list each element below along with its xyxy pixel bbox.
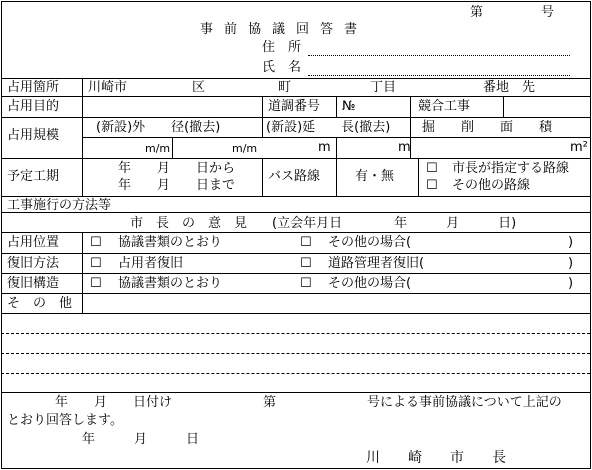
bus-yes-no[interactable]: 有・無 <box>355 169 395 184</box>
restoration-opt2: 道路管理者復旧( <box>328 256 425 271</box>
restoration-close: ) <box>568 256 574 271</box>
road-number-label: 道調番号 <box>268 99 321 114</box>
bus-route-label: バス路線 <box>268 169 321 184</box>
label-divider <box>82 78 83 196</box>
unit-mm-inner: m/m <box>232 142 258 155</box>
location-city: 川崎市 <box>88 80 128 95</box>
label-purpose: 占用目的 <box>7 99 60 114</box>
label-method: 工事施行の方法等 <box>7 198 112 213</box>
row-line <box>1 78 590 79</box>
position-close: ) <box>568 235 574 250</box>
schedule-from: 年 月 日から <box>118 161 236 176</box>
schedule-to: 年 月 日まで <box>118 178 236 193</box>
row-line <box>1 392 590 393</box>
position-opt1: 協議書類のとおり <box>118 235 223 250</box>
row-line <box>1 232 590 233</box>
checkbox-icon[interactable]: ☐ <box>426 178 438 193</box>
checkbox-icon[interactable]: ☐ <box>90 235 102 250</box>
label-other: そ の 他 <box>7 296 73 311</box>
opt-other-route: その他の路線 <box>452 178 531 193</box>
location-ku: 区 <box>192 80 206 95</box>
unit-m-length2: m <box>398 140 411 155</box>
name-label: 氏 名 <box>262 60 302 75</box>
dashed-line <box>1 373 590 374</box>
row-line <box>1 96 590 97</box>
label-restoration: 復旧方法 <box>7 256 60 271</box>
row-line <box>1 273 590 274</box>
row-line <box>1 196 590 197</box>
col-divider <box>336 158 337 196</box>
number-suffix: 号 <box>541 5 555 20</box>
row-line <box>1 253 590 254</box>
row-line <box>1 293 590 294</box>
structure-close: ) <box>568 276 574 291</box>
location-machi: 町 <box>278 80 292 95</box>
label-schedule: 予定工期 <box>7 169 60 184</box>
col-divider <box>336 96 337 117</box>
unit-m2-area: m² <box>570 140 588 155</box>
competing-label: 競合工事 <box>418 99 471 114</box>
address-line[interactable] <box>308 55 570 56</box>
position-opt2: その他の場合( <box>328 235 412 250</box>
label-divider <box>82 232 83 313</box>
footer-line2: とおり回答します。 <box>7 413 123 428</box>
opt-mayor-route: 市長が指定する路線 <box>452 161 570 176</box>
label-position: 占用位置 <box>7 235 60 250</box>
number-prefix: 第 <box>470 5 484 20</box>
checkbox-icon[interactable]: ☐ <box>300 235 312 250</box>
col-divider <box>418 158 419 196</box>
checkbox-icon[interactable]: ☐ <box>426 161 438 176</box>
footer-line1: 年 月 日付け 第 号による事前協議について上記の <box>55 395 562 410</box>
col-divider <box>336 137 337 158</box>
scale-length-label: (新設)延 長(撤去) <box>266 120 391 135</box>
scale-area-label: 掘 削 面 積 <box>422 120 553 135</box>
row-line <box>1 158 590 159</box>
label-location: 占用箇所 <box>7 80 60 95</box>
unit-mm-outer: m/m <box>145 142 171 155</box>
col-divider <box>172 137 173 158</box>
mayor-signature: 川崎市長 <box>366 450 534 466</box>
structure-opt2: その他の場合( <box>328 276 412 291</box>
dashed-line <box>1 353 590 354</box>
location-banchi: 番地 先 <box>483 80 536 95</box>
opinion-title: 市 長 の 意 見 <box>130 216 248 231</box>
label-structure: 復旧構造 <box>7 276 60 291</box>
footer-date: 年 月 日 <box>82 432 200 447</box>
no-label: № <box>342 99 356 114</box>
dashed-line <box>1 333 590 334</box>
col-divider <box>262 158 263 196</box>
scale-outer-label: (新設)外 径(撤去) <box>96 120 221 135</box>
unit-m-length1: m <box>318 140 331 155</box>
document-title: 事前協議回答書 <box>200 22 369 37</box>
checkbox-icon[interactable]: ☐ <box>300 276 312 291</box>
location-chome: 丁目 <box>370 80 397 95</box>
restoration-opt1: 占用者復旧 <box>118 256 184 271</box>
col-divider <box>503 96 504 117</box>
col-divider <box>262 96 263 137</box>
checkbox-icon[interactable]: ☐ <box>90 256 102 271</box>
label-scale: 占用規模 <box>7 128 60 143</box>
checkbox-icon[interactable]: ☐ <box>300 256 312 271</box>
structure-opt1: 協議書類のとおり <box>118 276 223 291</box>
address-label: 住 所 <box>262 40 302 55</box>
checkbox-icon[interactable]: ☐ <box>90 276 102 291</box>
opinion-witness-date: (立会年月日 年 月 日) <box>272 216 517 231</box>
row-line <box>1 313 590 314</box>
name-line[interactable] <box>308 75 570 76</box>
row-line <box>1 117 590 118</box>
